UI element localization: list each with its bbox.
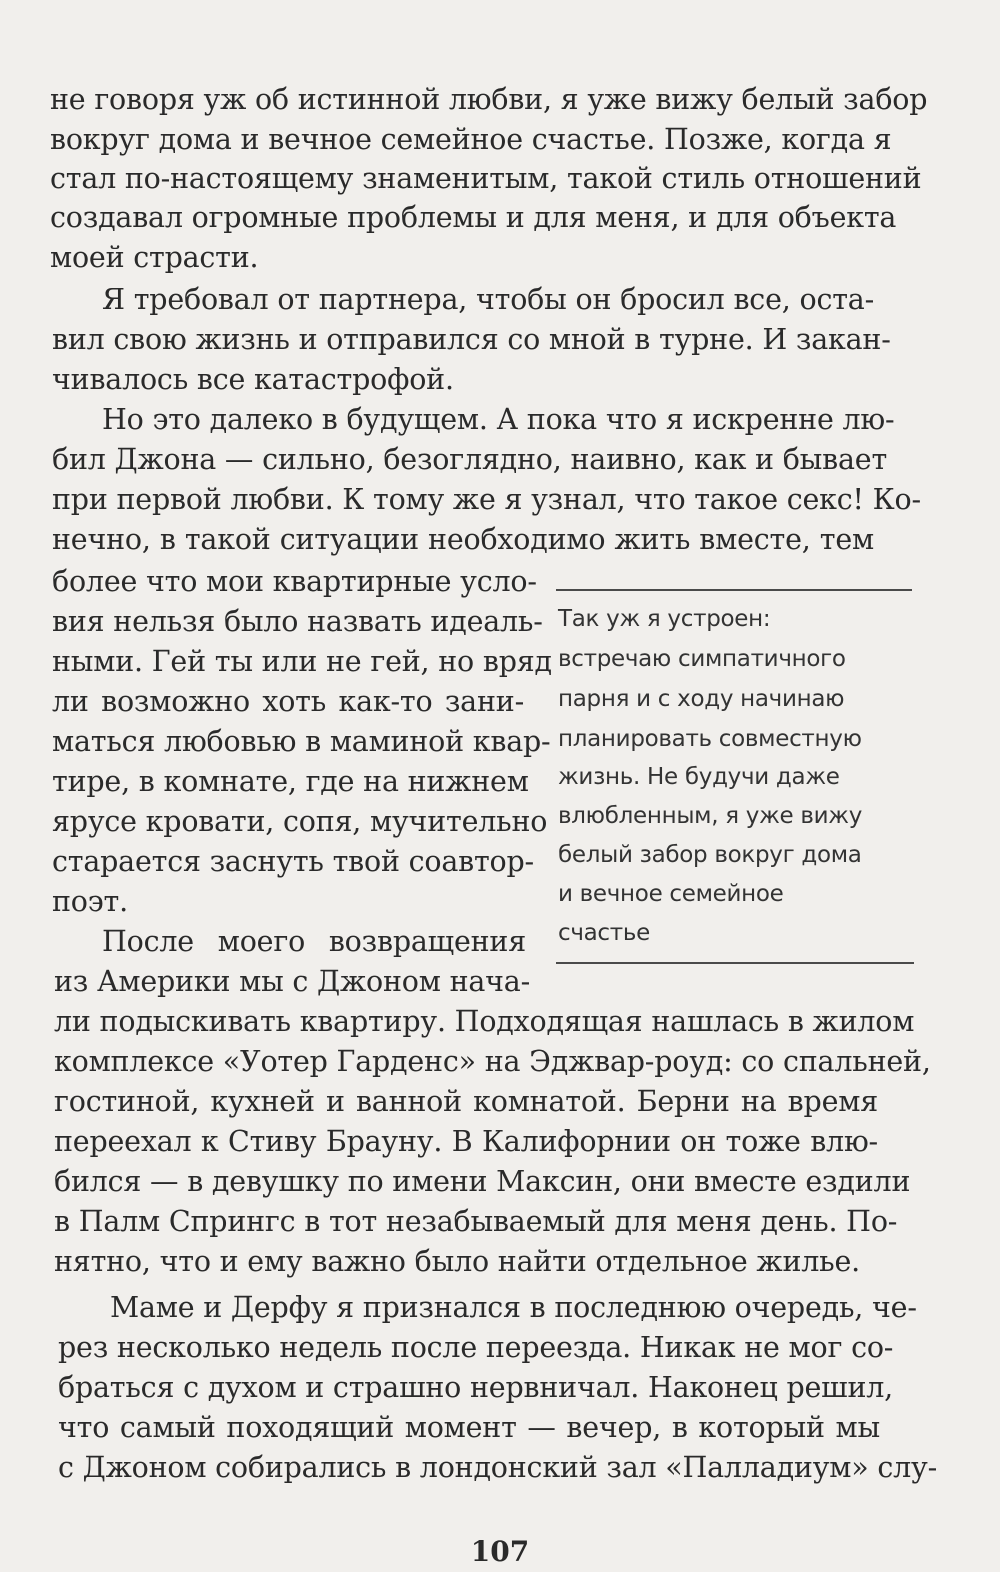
text-line: бил Джона — сильно, безоглядно, наивно, как и бывает	[52, 443, 888, 476]
text-line: гостиной, кухней и ванной комнатой. Берни на время	[54, 1085, 878, 1118]
text-line: в Палм Спрингс в тот незабываемый для меня день. По-	[54, 1205, 898, 1238]
text-line: тире, в комнате, где на нижнем	[52, 765, 529, 798]
text-line: при первой любви. К тому же я узнал, что такое секс! Ко-	[52, 483, 921, 516]
pull-quote-line: белый забор вокруг дома	[558, 842, 862, 868]
text-line: После моего возвращения	[102, 925, 526, 958]
text-line: Маме и Дерфу я признался в последнюю очередь, че-	[110, 1291, 917, 1324]
text-line: поэт.	[52, 885, 128, 918]
pull-quote-line: счастье	[558, 920, 650, 946]
text-line: вия нельзя было назвать идеаль-	[52, 605, 543, 638]
text-line: ли возможно хоть как-то зани-	[52, 685, 524, 718]
pull-quote-line: Так уж я устроен:	[558, 606, 771, 632]
text-line: бился — в девушку по имени Максин, они вместе ездили	[54, 1165, 911, 1198]
text-line: более что мои квартирные усло-	[52, 565, 537, 598]
text-line: ярусе кровати, сопя, мучительно	[52, 805, 548, 838]
text-line: из Америки мы с Джоном нача-	[54, 965, 531, 998]
text-line: Я требовал от партнера, чтобы он бросил все, оста-	[102, 283, 874, 316]
text-line: нечно, в такой ситуации необходимо жить вместе, тем	[52, 523, 874, 556]
text-line: ными. Гей ты или не гей, но вряд	[52, 645, 552, 678]
text-line: нятно, что и ему важно было найти отдельное жилье.	[54, 1245, 860, 1278]
text-line: создавал огромные проблемы и для меня, и для объекта	[50, 201, 897, 234]
text-line: старается заснуть твой соавтор-	[52, 845, 534, 878]
text-line: чивалось все катастрофой.	[52, 363, 454, 396]
text-line: моей страсти.	[50, 241, 259, 274]
text-line: Но это далеко в будущем. А пока что я искренне лю-	[102, 403, 895, 436]
text-line: переехал к Стиву Брауну. В Калифорнии он тоже влю-	[54, 1125, 878, 1158]
text-line: стал по-настоящему знаменитым, такой стиль отношений	[50, 162, 922, 195]
text-line: комплексе «Уотер Гарденс» на Эджвар-роуд: со спальней,	[54, 1045, 931, 1078]
pull-quote-bottom-rule	[556, 962, 914, 964]
pull-quote-line: влюбленным, я уже вижу	[558, 803, 863, 829]
text-line: браться с духом и страшно нервничал. Наконец решил,	[58, 1371, 894, 1404]
pull-quote-line: встречаю симпатичного	[558, 646, 846, 672]
text-line: ли подыскивать квартиру. Подходящая нашлась в жилом	[54, 1005, 915, 1038]
page-number: 107	[470, 1535, 530, 1568]
pull-quote-line: жизнь. Не будучи даже	[558, 764, 840, 790]
pull-quote-line: парня и с ходу начинаю	[558, 686, 845, 712]
pull-quote-line: планировать совместную	[558, 726, 862, 752]
text-line: не говоря уж об истинной любви, я уже вижу белый забор	[50, 83, 928, 116]
text-line: рез несколько недель после переезда. Никак не мог со-	[58, 1331, 894, 1364]
pull-quote-line: и вечное семейное	[558, 881, 784, 907]
text-line: с Джоном собирались в лондонский зал «Палладиум» слу-	[58, 1451, 938, 1484]
pull-quote-top-rule	[556, 589, 912, 591]
text-line: маться любовью в маминой квар-	[52, 725, 551, 758]
text-line: что самый походящий момент — вечер, в который мы	[58, 1411, 880, 1444]
text-line: вил свою жизнь и отправился со мной в турне. И закан-	[52, 323, 891, 356]
text-line: вокруг дома и вечное семейное счастье. Позже, когда я	[50, 123, 892, 156]
